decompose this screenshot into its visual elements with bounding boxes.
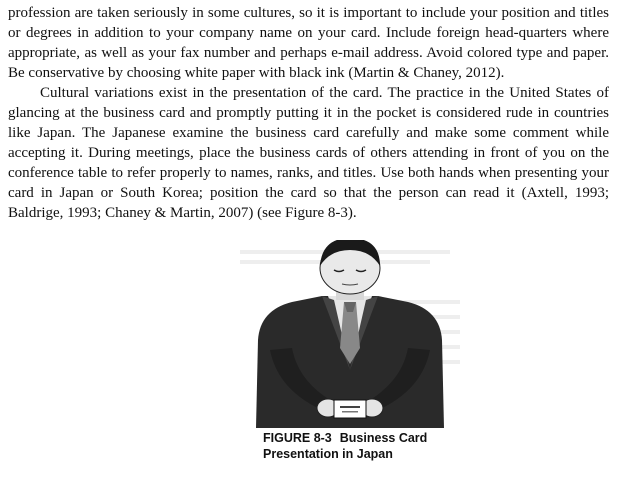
figure-caption: [263, 430, 463, 462]
paragraph-2: Cultural variations exist in the presentation of the card. The practice in the United States of glancing at the business card and promptly putting it in the pocket is considered rude in countries like Japan. The Japanese examine the business card carefully and make some comment while accepting it. During meetings, place the business cards of others attending in front of you on the conference table to refer properly to names, ranks, and titles. Use both hands when presenting your card in Japan or South Korea; position the card so that the person can read it (Axtell, 1993; Baldrige, 1993; Chaney & Martin, 2007) (see Figure 8-3).: [8, 85, 609, 221]
paragraph-1: profession are taken seriously in some cultures, so it is important to include your position and titles or degrees in addition to your company name on your card. Include foreign head-quarters where appropriate, as well as your fax number and perhaps e-mail address. Avoid colored type and paper. Be conservative by choosing white paper with black ink (Martin & Chaney, 2012).: [8, 5, 609, 81]
body-text: [8, 3, 609, 223]
businessman-bowing-icon: [230, 240, 470, 430]
figure-8-3: [230, 240, 470, 430]
figure-title: Business Card Presentation in Japan: [263, 431, 428, 461]
figure-number: FIGURE 8-3: [263, 431, 332, 445]
